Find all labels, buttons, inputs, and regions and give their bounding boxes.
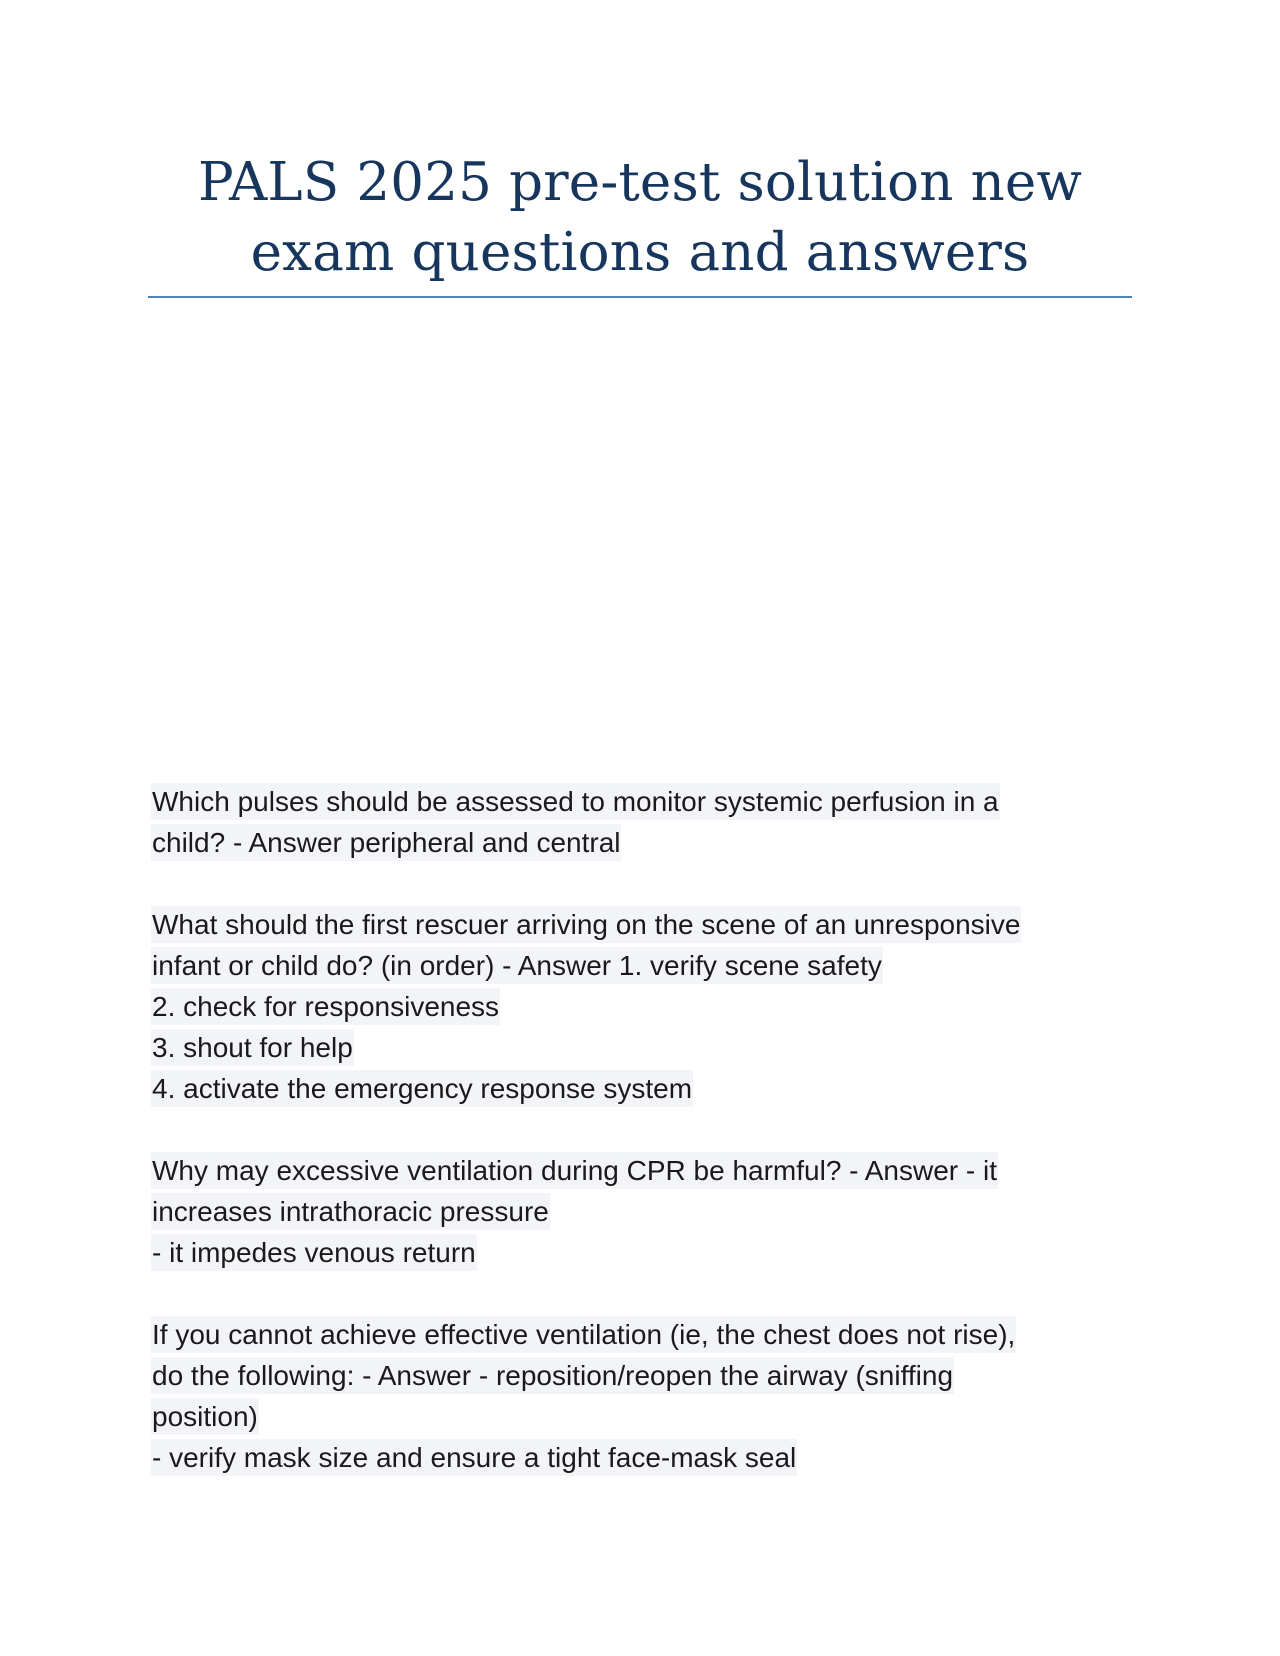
qa-line: increases intrathoracic pressure [151, 1191, 1111, 1232]
document-title [148, 148, 1132, 288]
qa-line: Which pulses should be assessed to monitor systemic perfusion in a [151, 781, 1111, 822]
qa-line: infant or child do? (in order) - Answer 1. verify scene safety [151, 945, 1111, 986]
qa-line: 4. activate the emergency response system [151, 1068, 1111, 1109]
qa-line: 3. shout for help [151, 1027, 1111, 1068]
qa-line: If you cannot achieve effective ventilation (ie, the chest does not rise), [151, 1314, 1111, 1355]
qa-line: 2. check for responsiveness [151, 986, 1111, 1027]
qa-line: Why may excessive ventilation during CPR be harmful? - Answer - it [151, 1150, 1111, 1191]
qa-line: do the following: - Answer - reposition/reopen the airway (sniffing [151, 1355, 1111, 1396]
qa-block-4 [151, 1314, 1111, 1478]
title-line-2: exam questions and answers [250, 222, 1030, 283]
qa-block-1 [151, 781, 1111, 863]
qa-block-2 [151, 904, 1111, 1109]
qa-content [151, 781, 1111, 1519]
qa-line: - it impedes venous return [151, 1232, 1111, 1273]
title-line-1: PALS 2025 pre-test solution new [197, 152, 1083, 213]
qa-line: child? - Answer peripheral and central [151, 822, 1111, 863]
title-underline-divider [148, 296, 1132, 298]
qa-line: What should the first rescuer arriving on the scene of an unresponsive [151, 904, 1111, 945]
qa-line: position) [151, 1396, 1111, 1437]
qa-line: - verify mask size and ensure a tight face-mask seal [151, 1437, 1111, 1478]
qa-block-3 [151, 1150, 1111, 1273]
